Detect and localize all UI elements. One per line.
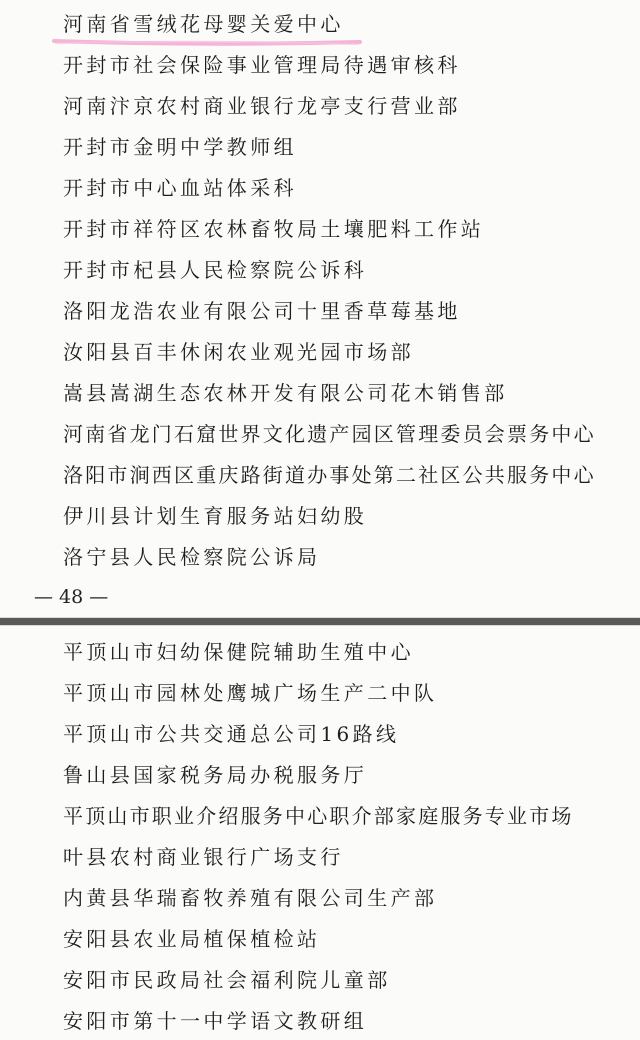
list-item: 安阳市民政局社会福利院儿童部 bbox=[63, 968, 391, 992]
list-item: 平顶山市园林处鹰城广场生产二中队 bbox=[63, 681, 438, 705]
list-item: 河南汴京农村商业银行龙亭支行营业部 bbox=[63, 94, 461, 118]
list-item: 鲁山县国家税务局办税服务厅 bbox=[63, 763, 368, 787]
list-item: 内黄县华瑞畜牧养殖有限公司生产部 bbox=[63, 886, 438, 910]
pink-highlight-underline bbox=[52, 37, 362, 47]
list-item: 叶县农村商业银行广场支行 bbox=[63, 845, 344, 869]
list-item: 河南省雪绒花母婴关爱中心 bbox=[63, 12, 344, 36]
list-item: 开封市社会保险事业管理局待遇审核科 bbox=[63, 53, 461, 77]
list-item: 洛宁县人民检察院公诉局 bbox=[63, 545, 321, 569]
list-item: 开封市中心血站体采科 bbox=[63, 176, 297, 200]
list-item: 开封市杞县人民检察院公诉科 bbox=[63, 258, 368, 282]
list-item: 开封市金明中学教师组 bbox=[63, 135, 297, 159]
list-item: 平顶山市公共交通总公司16路线 bbox=[63, 722, 400, 746]
list-item: 洛阳市涧西区重庆路街道办事处第二社区公共服务中心 bbox=[63, 463, 596, 487]
list-item: 安阳县农业局植保植检站 bbox=[63, 927, 321, 951]
list-item: 安阳市第十一中学语文教研组 bbox=[63, 1009, 368, 1033]
list-item: 平顶山市妇幼保健院辅助生殖中心 bbox=[63, 640, 414, 664]
list-item: 汝阳县百丰休闲农业观光园市场部 bbox=[63, 340, 414, 364]
list-item: 平顶山市职业介绍服务中心职介部家庭服务专业市场 bbox=[63, 804, 574, 828]
list-item: 河南省龙门石窟世界文化遗产园区管理委员会票务中心 bbox=[63, 422, 596, 446]
list-item: 伊川县计划生育服务站妇幼股 bbox=[63, 504, 368, 528]
list-item: 开封市祥符区农林畜牧局土壤肥料工作站 bbox=[63, 217, 485, 241]
document-page-bottom bbox=[0, 625, 640, 1040]
list-item: 嵩县嵩湖生态农林开发有限公司花木销售部 bbox=[63, 381, 508, 405]
list-item: 洛阳龙浩农业有限公司十里香草莓基地 bbox=[63, 299, 461, 323]
page-number: — 48 — bbox=[34, 586, 109, 608]
